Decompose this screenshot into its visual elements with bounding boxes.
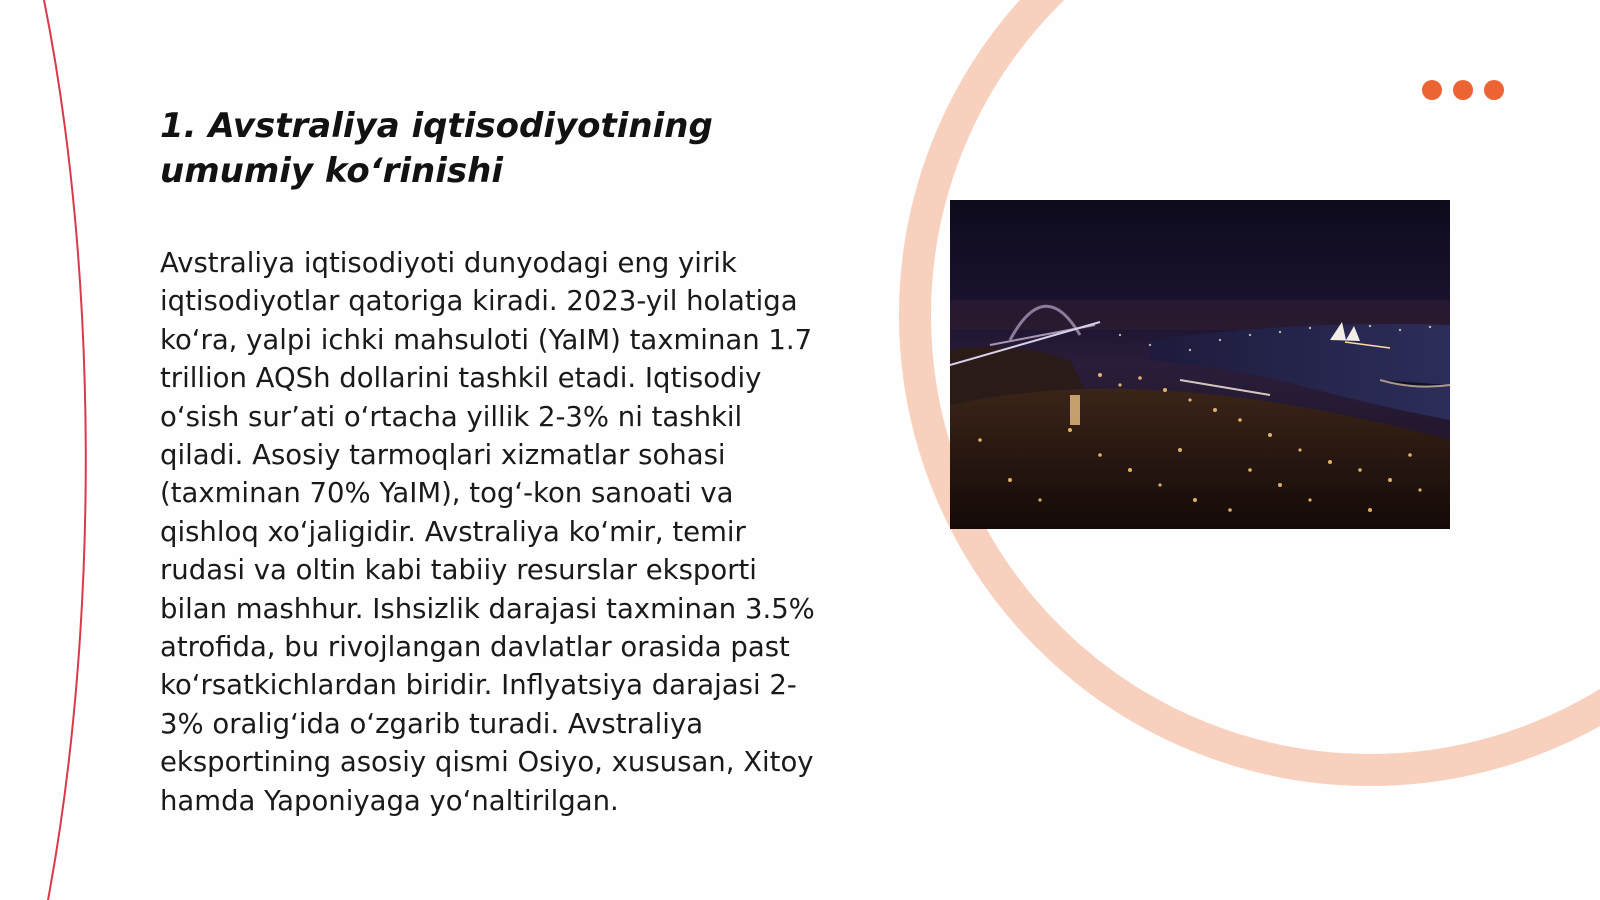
left-edge-curve — [44, 0, 86, 900]
slide-title: 1. Avstraliya iqtisodiyotining umumiy ko‘rinishi — [160, 106, 713, 191]
slide-body-text: Avstraliya iqtisodiyoti dunyodagi eng yirik iqtisodiyotlar qatoriga kiradi. 2023-yil holatiga ko‘ra, yalpi ichki mahsuloti (YaIM) taxminan 1.7 trillion AQSh dollarini tashkil etadi. Iqtisodiy o‘sish sur’ati o‘rtacha yillik 2-3% ni tashkil qiladi. Asosiy tarmoqlari xizmatlar sohasi (taxminan 70% YaIM), tog‘-kon sanoati va qishloq xo‘jaligidir. Avstraliya ko‘mir, temir rudasi va oltin kabi tabiiy resurslar eksporti bilan mashhur. Ishsizlik darajasi taxminan 3.5% atrofida, bu rivojlangan davlatlar orasida past ko‘rsatkichlardan biridir. Inflyatsiya darajasi 2-3% oralig‘ida o‘zgarib turadi. Avstraliya eksportining asosiy qismi Osiyo, xususan, Xitoy hamda Yaponiyaga yo‘naltirilgan. — [160, 247, 815, 817]
more-dot-icon — [1453, 80, 1473, 100]
more-options-button[interactable] — [1422, 78, 1512, 102]
city-night-image — [950, 200, 1450, 529]
more-dot-icon — [1484, 80, 1504, 100]
more-dot-icon — [1422, 80, 1442, 100]
